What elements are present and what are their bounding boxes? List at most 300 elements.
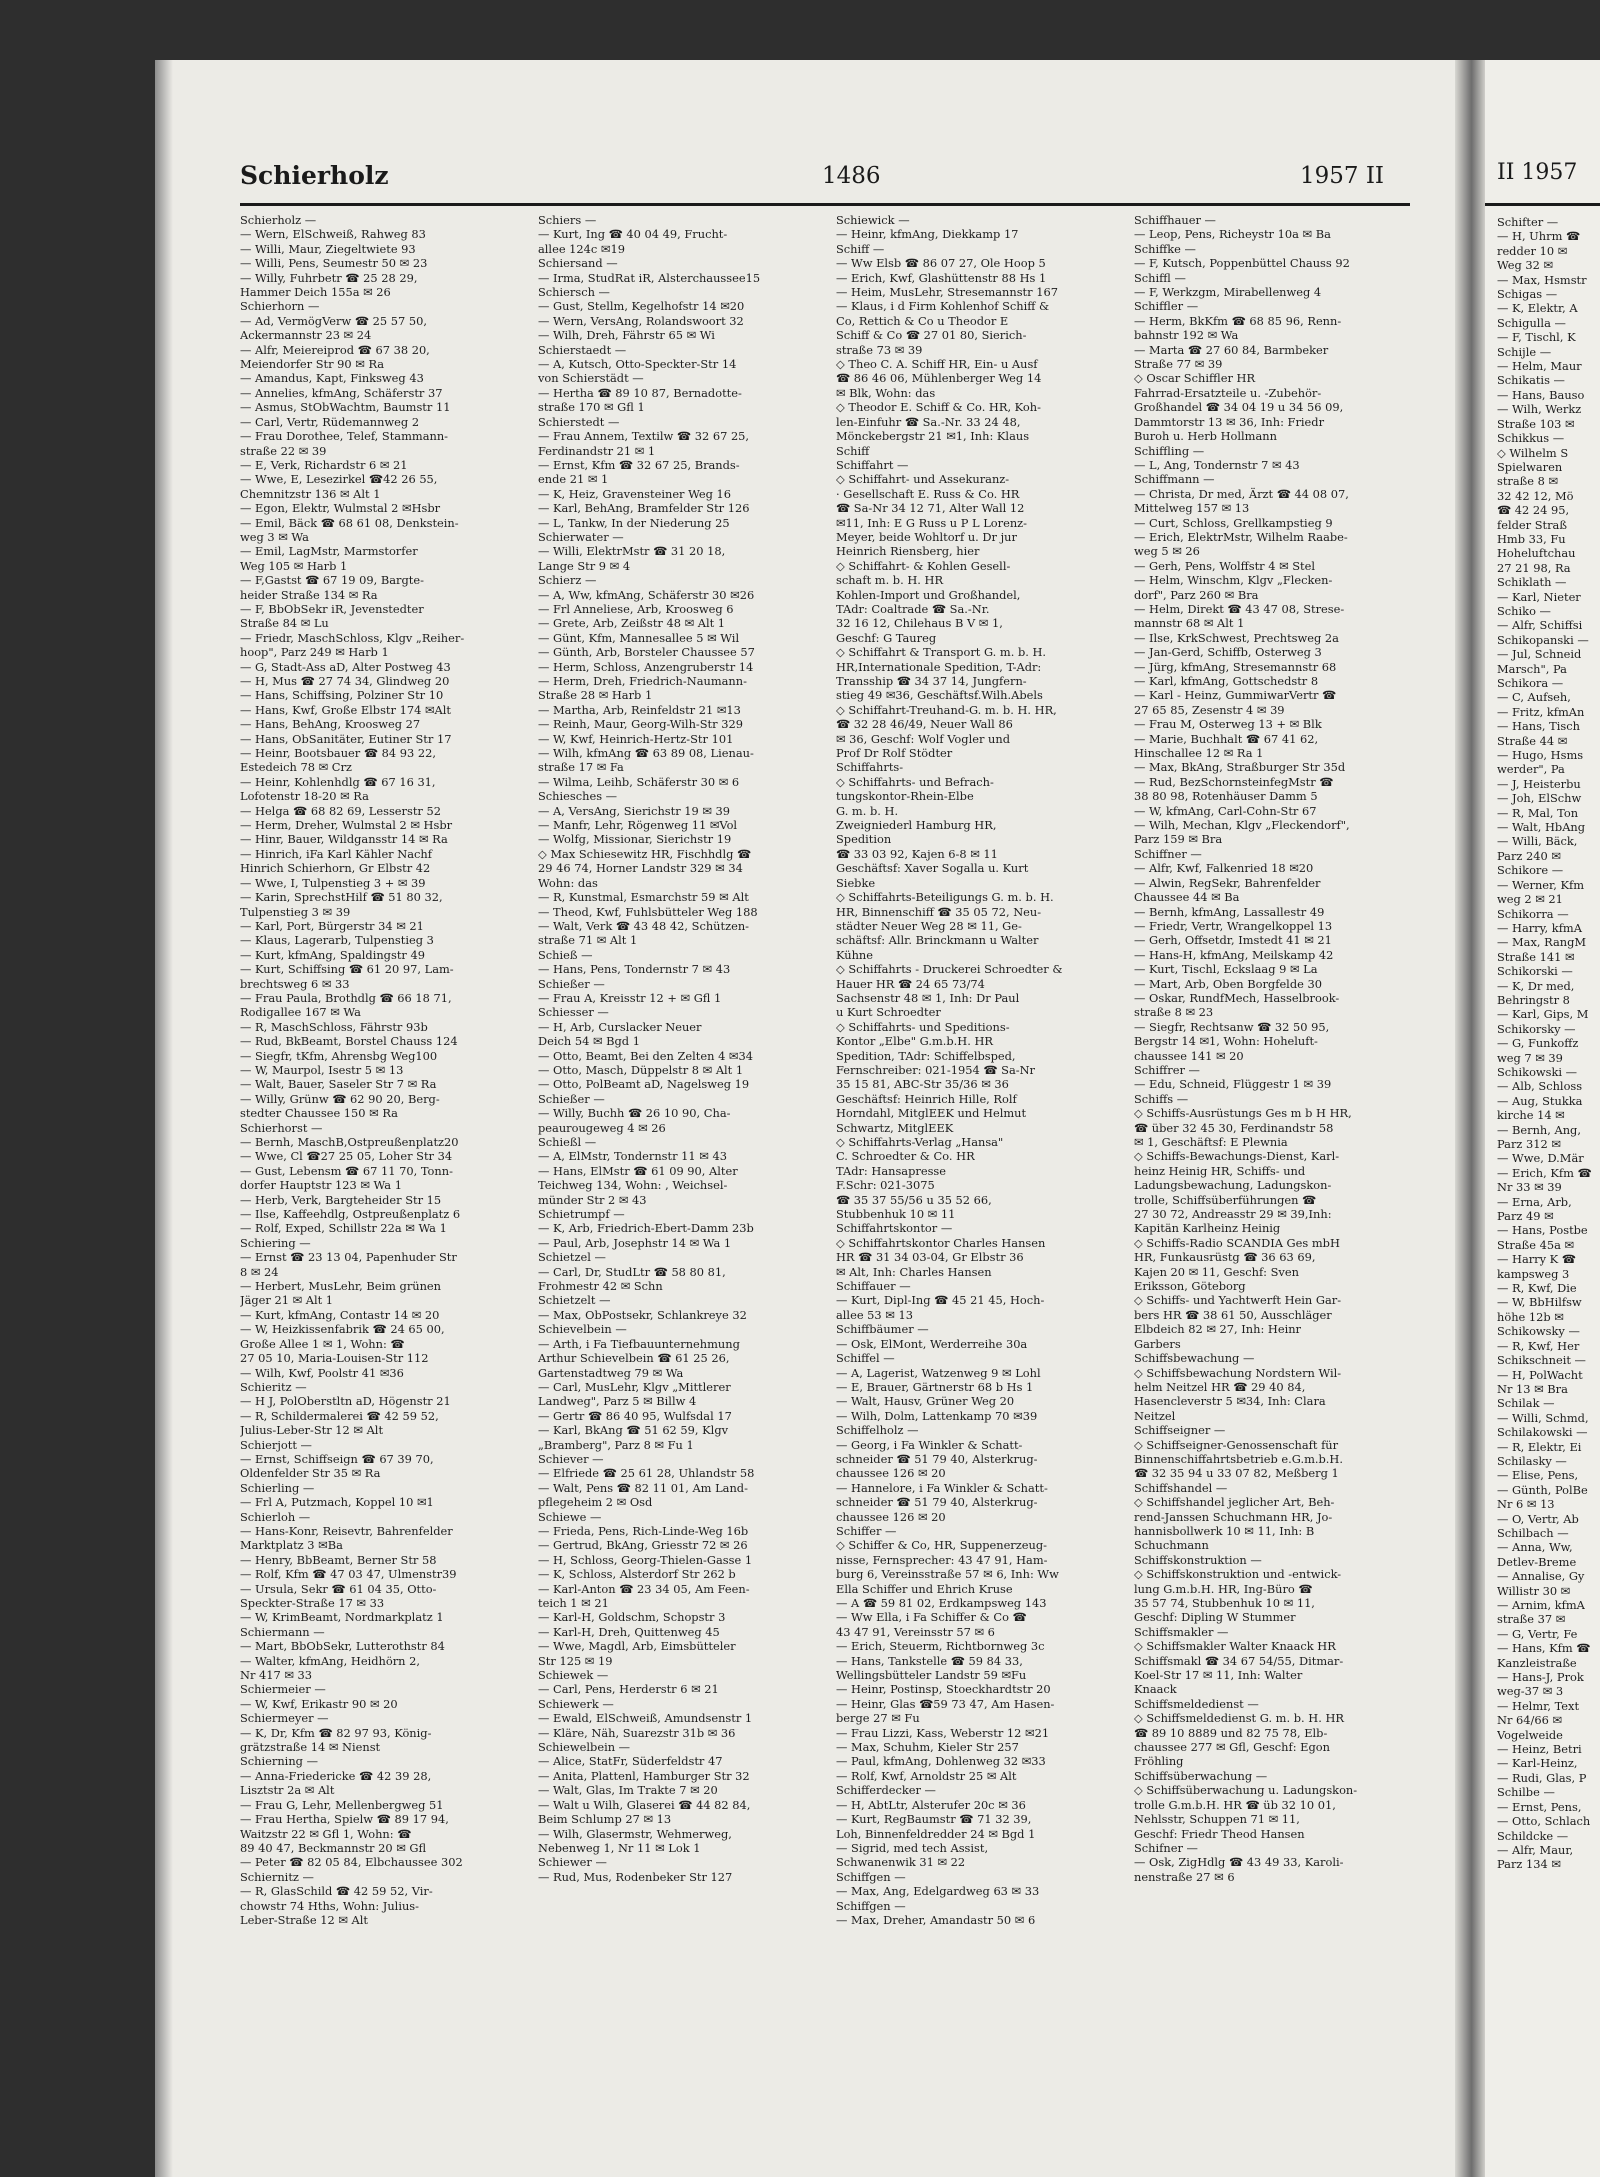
directory-line: — Paul, kfmAng, Dohlenweg 32 ✉33 [836,1754,1046,1769]
directory-line: 29 46 74, Horner Landstr 329 ✉ 34 [538,861,743,876]
directory-line: — Mart, Arb, Oben Borgfelde 30 [1134,976,1322,991]
directory-line: Schiffauer — [836,1279,911,1294]
directory-line: — Ernst, Schiffseign ☎ 67 39 70, [240,1451,434,1466]
directory-line: Weg 105 ✉ Harb 1 [240,558,348,573]
directory-line: Schiffling — [1134,443,1205,458]
directory-line: — Ad, VermögVerw ☎ 25 57 50, [240,313,427,328]
directory-line: — Wilh, kfmAng ☎ 63 89 08, Lienau- [538,746,754,761]
directory-line: allee 124c ✉19 [538,241,625,256]
directory-line: Marktplatz 3 ✉Ba [240,1538,343,1553]
directory-line: straße 17 ✉ Fa [538,760,624,775]
directory-line: 27 30 72, Andreasstr 29 ✉ 39,Inh: [1134,1207,1332,1222]
directory-line: Schiffelholz — [836,1423,919,1438]
facing-directory-line: Detlev-Breme [1497,1554,1577,1569]
directory-line: — Rolf, Kwf, Arnoldstr 25 ✉ Alt [836,1768,1017,1783]
facing-directory-line: — Heinz, Betri [1497,1742,1582,1757]
directory-line: 27 65 85, Zesenstr 4 ✉ 39 [1134,702,1285,717]
facing-directory-line: — Hans, Kfm ☎ [1497,1641,1591,1656]
facing-directory-line: Schigulla — [1497,315,1566,330]
directory-line: münder Str 2 ✉ 43 [538,1192,647,1207]
directory-line: Schiffrer — [1134,1062,1200,1077]
directory-line: Arthur Schievelbein ☎ 61 25 26, [538,1351,730,1366]
facing-directory-line: — Elise, Pens, [1497,1468,1579,1483]
directory-line: — Siegfr, Rechtsanw ☎ 32 50 95, [1134,1019,1330,1034]
directory-line: — Anna-Friedericke ☎ 42 39 28, [240,1768,432,1783]
directory-line: Schierloh — [240,1509,311,1524]
directory-line: nenstraße 27 ✉ 6 [1134,1869,1235,1884]
directory-line: Rodigallee 167 ✉ Wa [240,1005,361,1020]
directory-line: — Wilh, Dreh, Fährstr 65 ✉ Wi [538,328,715,343]
directory-line: — Osk, ElMont, Werderreihe 30a [836,1336,1028,1351]
directory-line: Schiffshandel — [1134,1480,1228,1495]
directory-line: — Herb, Verk, Bargteheider Str 15 [240,1192,442,1207]
facing-page-column [1497,215,1600,1872]
directory-line: Schieß — [538,947,593,962]
directory-line: — A, ElMstr, Tondernstr 11 ✉ 43 [538,1149,727,1164]
directory-line: 8 ✉ 24 [240,1264,279,1279]
directory-line: — Alfr, Kwf, Falkenried 18 ✉20 [1134,861,1314,876]
facing-directory-line: — O, Vertr, Ab [1497,1511,1579,1526]
directory-line: ◇ Schiffahrt- & Kohlen Gesell- [836,558,1011,573]
directory-line: ☎ 33 03 92, Kajen 6-8 ✉ 11 [836,846,998,861]
directory-line: — Rud, BkBeamt, Borstel Chauss 124 [240,1034,458,1049]
directory-line: — Hans, Kwf, Große Elbstr 174 ✉Alt [240,702,451,717]
directory-line: heinz Heinig HR, Schiffs- und [1134,1163,1306,1178]
facing-directory-line: — H, Uhrm ☎ [1497,229,1581,244]
directory-line: — Willi, Pens, Seumestr 50 ✉ 23 [240,256,428,271]
directory-line: Dammtorstr 13 ✉ 36, Inh: Friedr [1134,414,1325,429]
directory-line: Schietzelt — [538,1293,611,1308]
facing-directory-line: — Harry, kfmA [1497,920,1582,935]
facing-directory-line: — Hans, Postbe [1497,1223,1588,1238]
directory-line: Parz 159 ✉ Bra [1134,832,1223,847]
directory-line: Schiff & Co ☎ 27 01 80, Sierich- [836,328,1027,343]
directory-line: — Egon, Elektr, Wulmstal 2 ✉Hsbr [240,501,441,516]
directory-line: Neitzel [1134,1408,1176,1423]
directory-line: Lisztstr 2a ✉ Alt [240,1783,335,1798]
directory-line: Schiffer — [836,1523,897,1538]
directory-line: — Heinr, Glas ☎59 73 47, Am Hasen- [836,1696,1055,1711]
directory-line: Schierhorst — [240,1120,323,1135]
directory-line: Schiffsbewachung — [1134,1351,1255,1366]
facing-directory-line: — J, Heisterbu [1497,776,1581,791]
facing-directory-line: Schikorski — [1497,964,1573,979]
directory-line: straße 22 ✉ 39 [240,443,327,458]
facing-directory-line: — Willi, Bäck, [1497,834,1578,849]
directory-line: — Kurt, Schiffsing ☎ 61 20 97, Lam- [240,962,454,977]
directory-line: — Ernst ☎ 23 13 04, Papenhuder Str [240,1250,457,1265]
directory-line: Ferdinandstr 21 ✉ 1 [538,443,656,458]
facing-directory-line: Schijle — [1497,344,1552,359]
directory-line: Schiersch — [538,285,610,300]
directory-line: — Max, Schuhm, Kieler Str 257 [836,1740,1019,1755]
directory-line: ◇ Schiffsbewachung Nordstern Wil- [1134,1365,1342,1380]
facing-directory-line: Nr 64/66 ✉ [1497,1713,1563,1728]
directory-line: — Willy, Grünw ☎ 62 90 20, Berg- [240,1091,440,1106]
directory-line: — L, Tankw, In der Niederung 25 [538,515,730,530]
facing-directory-line: — Karl, Nieter [1497,589,1581,604]
directory-line: Geschf: Dipling W Stummer [1134,1610,1296,1625]
directory-line: — Emil, LagMstr, Marmstorfer [240,544,418,559]
directory-line: — Elfriede ☎ 25 61 28, Uhlandstr 58 [538,1466,755,1481]
directory-line: Kohlen-Import und Großhandel, [836,587,1021,602]
directory-line: Chaussee 44 ✉ Ba [1134,890,1240,905]
directory-line: Meiendorfer Str 90 ✉ Ra [240,357,385,372]
directory-line: — Karl-H, Dreh, Quittenweg 45 [538,1624,720,1639]
directory-line: dorfer Hauptstr 123 ✉ Wa 1 [240,1178,402,1193]
directory-line: Schiffahrts- [836,760,904,775]
directory-line: — Gertrud, BkAng, Griesstr 72 ✉ 26 [538,1538,748,1553]
directory-line: — Theod, Kwf, Fuhlsbütteler Weg 188 [538,904,758,919]
directory-line: — Marie, Buchhalt ☎ 67 41 62, [1134,731,1319,746]
directory-line: Schiffsmakler — [1134,1624,1229,1639]
directory-line: Geschäftsf: Heinrich Hille, Rolf [836,1091,1017,1106]
directory-line: ☎ 89 10 8889 und 82 75 78, Elb- [1134,1725,1328,1740]
directory-line: Schifferdecker — [836,1783,936,1798]
directory-line: — Klaus, i d Firm Kohlenhof Schiff & [836,299,1050,314]
directory-line: ☎ 35 37 55/56 u 35 52 66, [836,1192,992,1207]
directory-line: Ackermannstr 23 ✉ 24 [240,328,372,343]
directory-line: — H, Schloss, Georg-Thielen-Gasse 1 [538,1552,753,1567]
facing-directory-line: — Werner, Kfm [1497,877,1585,892]
directory-line: — Wwe, Magdl, Arb, Eimsbütteler [538,1639,736,1654]
directory-line: Kühne [836,947,874,962]
directory-line: berge 27 ✉ Fu [836,1711,920,1726]
directory-line: — Alice, StatFr, Süderfeldstr 47 [538,1754,723,1769]
directory-line: stieg 49 ✉36, Geschäftsf.Wilh.Abels [836,688,1043,703]
directory-line: — W, Heizkissenfabrik ☎ 24 65 00, [240,1322,445,1337]
directory-line: Schiffsmakl ☎ 34 67 54/55, Ditmar- [1134,1653,1344,1668]
directory-line: Schievelbein — [538,1322,627,1337]
directory-line: — Ewald, ElSchweiß, Amundsenstr 1 [538,1711,753,1726]
directory-line: Schiernitz — [240,1869,314,1884]
directory-line: Schiffs — [1134,1091,1189,1106]
facing-directory-line: — Alb, Schloss [1497,1079,1583,1094]
directory-line: — Karl, BkAng ☎ 51 62 59, Klgv [538,1423,729,1438]
facing-directory-line: — Joh, ElSchw [1497,791,1582,806]
facing-directory-line: — R, Kwf, Die [1497,1281,1577,1296]
directory-line: — K, Heiz, Gravensteiner Weg 16 [538,486,732,501]
directory-line: ◇ Schiffseigner-Genossenschaft für [1134,1437,1339,1452]
directory-line: burg 6, Vereinsstraße 57 ✉ 6, Inh: Ww [836,1567,1059,1582]
directory-line: Schiffmann — [1134,472,1215,487]
directory-line: — Wilh, Kwf, Poolstr 41 ✉36 [240,1365,404,1380]
directory-line: — Frau Paula, Brothdlg ☎ 66 18 71, [240,990,452,1005]
directory-line: 89 40 47, Beckmannstr 20 ✉ Gfl [240,1840,427,1855]
directory-line: — Alwin, RegSekr, Bahrenfelder [1134,875,1321,890]
directory-line: Fröhling [1134,1754,1184,1769]
directory-line: 43 47 91, Vereinsstr 57 ✉ 6 [836,1624,995,1639]
directory-line: — Anita, Plattenl, Hamburger Str 32 [538,1768,750,1783]
facing-directory-line: — Erich, Kfm ☎ [1497,1165,1592,1180]
directory-line: Frohmestr 42 ✉ Schn [538,1279,663,1294]
directory-line: — Heinr, Kohlenhdlg ☎ 67 16 31, [240,774,436,789]
directory-line: Schierz — [538,573,597,588]
directory-line: — Friedr, Vertr, Wrangelkoppel 13 [1134,918,1333,933]
directory-line: Schietzel — [538,1250,606,1265]
directory-line: 35 15 81, ABC-Str 35/36 ✉ 36 [836,1077,1009,1092]
directory-line: Straße 77 ✉ 39 [1134,357,1223,372]
directory-line: Schiffl — [1134,270,1186,285]
facing-directory-line: Straße 44 ✉ [1497,733,1568,748]
directory-line: Speckter-Straße 17 ✉ 33 [240,1596,385,1610]
directory-line: — Willy, Buchh ☎ 26 10 90, Cha- [538,1106,731,1121]
facing-directory-line: — G, Funkoffz [1497,1036,1579,1051]
directory-line: ◇ Schiffahrtskontor Charles Hansen [836,1235,1046,1250]
directory-line: — Heinr, kfmAng, Diekkamp 17 [836,227,1019,242]
directory-line: Estedeich 78 ✉ Crz [240,760,352,775]
directory-line: — W, Maurpol, Isestr 5 ✉ 13 [240,1062,404,1077]
facing-directory-line: — H, PolWacht [1497,1367,1583,1382]
directory-line: — Reinh, Maur, Georg-Wilh-Str 329 [538,717,743,732]
directory-line: — Carl, Pens, Herderstr 6 ✉ 21 [538,1682,719,1697]
facing-directory-line: — Anna, Ww, [1497,1540,1573,1555]
directory-line: Schiesches — [538,789,618,804]
directory-line: Schiewelbein — [538,1740,631,1755]
directory-line: chaussee 126 ✉ 20 [836,1509,946,1524]
directory-line: — Karl, Port, Bürgerstr 34 ✉ 21 [240,918,424,933]
directory-line: allee 53 ✉ 13 [836,1307,913,1322]
directory-line: — H, AbtLtr, Alsterufer 20c ✉ 36 [836,1797,1026,1812]
directory-line: — R, Kunstmal, Esmarchstr 59 ✉ Alt [538,890,749,905]
directory-line: — Grete, Arb, Zeißstr 48 ✉ Alt 1 [538,616,726,631]
directory-line: — Karl - Heinz, GummiwarVertr ☎ [1134,688,1337,703]
directory-line: Hauer HR ☎ 24 65 73/74 [836,976,985,991]
directory-line: — Jan-Gerd, Schiffb, Osterweg 3 [1134,645,1322,660]
directory-line: Straße 84 ✉ Lu [240,616,329,631]
directory-line: — H, Mus ☎ 27 74 34, Glindweg 20 [240,674,450,688]
directory-line: Beim Schlump 27 ✉ 13 [538,1812,672,1827]
directory-line: chaussee 277 ✉ Gfl, Geschf: Egon [1134,1740,1330,1755]
directory-line: — Wwe, I, Tulpenstieg 3 + ✉ 39 [240,875,426,890]
facing-directory-line: — Rudi, Glas, P [1497,1770,1587,1785]
directory-line: dorf", Parz 260 ✉ Bra [1134,587,1259,602]
directory-line: — K, Arb, Friedrich-Ebert-Damm 23b [538,1221,754,1236]
directory-line: Ladungsbewachung, Ladungskon- [1134,1178,1332,1193]
directory-line: Co, Rettich & Co u Theodor E [836,313,1009,328]
directory-line: — Wilh, Mechan, Klgv „Fleckendorf", [1134,818,1350,833]
directory-line: — Georg, i Fa Winkler & Schatt- [836,1437,1023,1452]
facing-directory-line: höhe 12b ✉ [1497,1309,1564,1324]
directory-line: — Hans-H, kfmAng, Meilskamp 42 [1134,947,1334,962]
directory-line: — Kurt, Ing ☎ 40 04 49, Frucht- [538,227,728,242]
directory-line: — E, Brauer, Gärtnerstr 68 b Hs 1 [836,1379,1034,1394]
directory-line: ☎ Sa-Nr 34 12 71, Alter Wall 12 [836,501,1025,516]
directory-line: — Bernh, MaschB,Ostpreußenplatz20 [240,1135,459,1149]
facing-directory-line: — Alfr, Schiffsi [1497,618,1583,633]
directory-line: — Carl, MusLehr, Klgv „Mittlerer [538,1379,731,1394]
directory-line: — Wilma, Leihb, Schäferstr 30 ✉ 6 [538,774,740,789]
directory-line: — Hans, ObSanitäter, Eutiner Str 17 [240,731,452,746]
directory-line: schneider ☎ 51 79 40, Alsterkrug- [836,1451,1038,1466]
directory-line: — Arth, i Fa Tiefbauunternehmung [538,1336,740,1351]
directory-line: — Max, Dreher, Amandastr 50 ✉ 6 [836,1912,1036,1927]
facing-page-header: II 1957 [1497,160,1578,185]
directory-line: — K, Dr, Kfm ☎ 82 97 93, König- [240,1725,432,1740]
directory-line: — Kurt, kfmAng, Contastr 14 ✉ 20 [240,1307,440,1322]
directory-line: bers HR ☎ 38 61 50, Ausschläger [1134,1307,1332,1322]
directory-line: straße 73 ✉ 39 [836,342,923,357]
directory-line: Geschf: G Taureg [836,630,937,645]
directory-line: Schierling — [240,1480,315,1495]
directory-line: — Max, BkAng, Straßburger Str 35d [1134,760,1346,775]
facing-directory-line: Schikatis — [1497,373,1565,388]
facing-directory-line: Nr 13 ✉ Bra [1497,1381,1568,1396]
directory-line: — R, MaschSchloss, Fährstr 93b [240,1019,428,1034]
directory-line: Schiermann — [240,1624,325,1639]
directory-line: Schierjott — [240,1437,312,1452]
facing-directory-line: Schikowski — [1497,1064,1578,1079]
directory-line: — Alfr, Meiereiprod ☎ 67 38 20, [240,342,430,357]
directory-line: — Frau Dorothee, Telef, Stammann- [240,429,449,444]
facing-directory-line: — W, BbHilfsw [1497,1295,1582,1310]
facing-directory-line: Schikopanski — [1497,632,1589,647]
directory-line: ◇ Schiffer & Co, HR, Suppenerzeug- [836,1538,1047,1553]
facing-directory-line: — Arnim, kfmA [1497,1598,1585,1612]
directory-line: — Sigrid, med tech Assist, [836,1840,989,1855]
directory-line: — Heinr, Bootsbauer ☎ 84 93 22, [240,746,436,761]
facing-directory-line: Schikschneit — [1497,1353,1586,1368]
directory-line: — K, Schloss, Alsterdorf Str 262 b [538,1567,736,1582]
directory-line: lung G.m.b.H. HR, Ing-Büro ☎ [1134,1581,1313,1596]
facing-directory-line: Schikkus — [1497,431,1565,446]
facing-page-rule [1485,203,1600,206]
directory-line: Julius-Leber-Str 12 ✉ Alt [240,1423,384,1438]
directory-line: — Hans, Tankstelle ☎ 59 84 33, [836,1653,1023,1668]
directory-line: — Hinrich, iFa Karl Kähler Nachf [240,846,432,861]
directory-line: Mittelweg 157 ✉ 13 [1134,501,1250,516]
facing-directory-line: — R, Mal, Ton [1497,805,1579,820]
directory-line: — Gust, Lebensm ☎ 67 11 70, Tonn- [240,1163,453,1178]
facing-directory-line: Parz 134 ✉ [1497,1857,1561,1872]
directory-line: Schuchmann [1134,1538,1209,1553]
directory-line: ◇ Schiffs-Radio SCANDIA Ges mbH [1134,1235,1340,1250]
directory-line: trolle, Schiffsüberführungen ☎ [1134,1192,1317,1207]
directory-column-3 [836,213,1112,2158]
directory-line: — Carl, Dr, StudLtr ☎ 58 80 81, [538,1264,726,1279]
directory-line: Waitzstr 22 ✉ Gfl 1, Wohn: ☎ [240,1826,412,1841]
book-gutter [1455,60,1485,2177]
directory-line: — Wwe, E, Lesezirkel ☎42 26 55, [240,472,438,487]
directory-line: — Ilse, Kaffeehdlg, Ostpreußenplatz 6 [240,1207,461,1222]
directory-line: — Heinr, Postinsp, Stoeckhardtstr 20 [836,1682,1051,1697]
directory-line: — Helm, Winschm, Klgv „Flecken- [1134,573,1333,588]
directory-line: — Rolf, Kfm ☎ 47 03 47, Ulmenstr39 [240,1567,457,1582]
directory-line: weg 5 ✉ 26 [1134,544,1200,559]
directory-line: Schiffbäumer — [836,1322,929,1337]
facing-directory-line: werder", Pa [1497,762,1565,777]
directory-line: — Edu, Schneid, Flüggestr 1 ✉ 39 [1134,1077,1332,1092]
directory-line: Schiffgen — [836,1869,906,1884]
facing-directory-line: — R, Kwf, Her [1497,1338,1580,1353]
directory-line: — W, KrimBeamt, Nordmarkplatz 1 [240,1610,444,1625]
directory-line: — Günt, Kfm, Mannesallee 5 ✉ Wil [538,630,740,645]
facing-directory-line: Straße 141 ✉ [1497,949,1575,964]
directory-line: Ella Schiffer und Ehrich Kruse [836,1581,1013,1596]
facing-directory-line: Spielwaren [1497,459,1563,474]
facing-directory-line: Schikowsky — [1497,1324,1580,1339]
facing-directory-line: — Helmr, Text [1497,1698,1580,1713]
directory-line: chaussee 126 ✉ 20 [836,1466,946,1481]
directory-line: ✉11, Inh: E G Russ u P L Lorenz- [836,515,1028,530]
directory-line: Schießl — [538,1135,597,1149]
directory-line: Schiffel — [836,1351,895,1366]
directory-line: Schiffahrtskontor — [836,1221,953,1236]
facing-directory-line: — Jul, Schneid [1497,647,1582,662]
directory-line: — L, Ang, Tondernstr 7 ✉ 43 [1134,457,1300,472]
facing-directory-line: — R, Elektr, Ei [1497,1439,1582,1454]
directory-line: ✉ Alt, Inh: Charles Hansen [836,1264,992,1279]
directory-line: — A, VersAng, Sierichstr 19 ✉ 39 [538,803,731,818]
facing-directory-line: Schikora — [1497,676,1564,690]
directory-line: — Ilse, KrkSchwest, Prechtsweg 2a [1134,630,1339,645]
directory-line: — Leop, Pens, Richeystr 10a ✉ Ba [1134,227,1331,242]
directory-line: — Wwe, Cl ☎27 25 05, Loher Str 34 [240,1149,453,1164]
directory-line: pflegeheim 2 ✉ Osd [538,1495,653,1510]
directory-line: Lofotenstr 18-20 ✉ Ra [240,789,369,804]
directory-line: — Karl-H, Goldschm, Schopstr 3 [538,1610,726,1625]
directory-line: Nr 417 ✉ 33 [240,1668,313,1683]
directory-line: — Max, ObPostsekr, Schlankreye 32 [538,1307,747,1322]
facing-directory-line: kampsweg 3 [1497,1266,1570,1281]
page-header [240,155,1410,195]
directory-line: Schiffler — [1134,299,1199,314]
facing-directory-line: — Bernh, Ang, [1497,1122,1581,1137]
directory-line: — Kurt, Tischl, Eckslaag 9 ✉ La [1134,962,1318,977]
directory-line: Kapitän Karlheinz Heinig [1134,1221,1281,1236]
directory-line: „Bramberg", Parz 8 ✉ Fu 1 [538,1437,694,1452]
directory-line: — Jürg, kfmAng, Stresemannstr 68 [1134,659,1337,674]
facing-directory-line: — Otto, Schlach [1497,1814,1591,1829]
directory-line: — Emil, Bäck ☎ 68 61 08, Denkstein- [240,515,459,530]
directory-line: ◇ Max Schiesewitz HR, Fischhdlg ☎ [538,846,752,861]
page-title: Schierholz [240,161,389,190]
facing-directory-line: Vogelweide [1497,1727,1563,1742]
facing-directory-line: Schikorsky — [1497,1021,1576,1036]
directory-line: peaurougeweg 4 ✉ 26 [538,1120,666,1135]
directory-line: — R, Schildermalerei ☎ 42 59 52, [240,1408,439,1423]
facing-directory-line: Willistr 30 ✉ [1497,1583,1571,1598]
directory-line: Schiffsmeldedienst — [1134,1696,1259,1711]
directory-line: Spedition [836,832,892,847]
directory-line: — Walt, Hausv, Grüner Weg 20 [836,1394,1015,1409]
directory-line: — Walt, Glas, Im Trakte 7 ✉ 20 [538,1783,718,1798]
facing-directory-line: weg 7 ✉ 39 [1497,1050,1563,1065]
facing-directory-line: Nr 33 ✉ 39 [1497,1180,1562,1195]
directory-line: — Siegfr, tKfm, Ahrensbg Weg100 [240,1048,438,1063]
facing-page [1485,60,1600,2177]
directory-line: städter Neuer Weg 28 ✉ 11, Ge- [836,918,1022,933]
directory-line: straße 170 ✉ Gfl 1 [538,400,645,415]
directory-line: ◇ Schiffskonstruktion und -entwick- [1134,1567,1342,1582]
directory-line: Schiewerk — [538,1696,614,1711]
directory-line: — Frau Hertha, Spielw ☎ 89 17 94, [240,1812,449,1827]
directory-line: · Gesellschaft E. Russ & Co. HR [836,486,1020,501]
directory-line: ☎ 86 46 06, Mühlenberger Weg 14 [836,371,1042,386]
directory-line: schäftsf: Allr. Brinckmann u Walter [836,933,1039,948]
directory-line: — A, Kutsch, Otto-Speckter-Str 14 [538,357,737,372]
directory-line: hoop", Parz 249 ✉ Harb 1 [240,645,389,660]
directory-line: — Rud, Mus, Rodenbeker Str 127 [538,1869,733,1884]
directory-line: ◇ Schiffsmeldedienst G. m. b. H. HR [1134,1711,1344,1726]
directory-line: Jäger 21 ✉ Alt 1 [240,1293,334,1308]
directory-line: — Willi, ElektrMstr ☎ 31 20 18, [538,544,726,559]
directory-line: — Otto, Masch, Düppelstr 8 ✉ Alt 1 [538,1062,744,1077]
directory-line: Koel-Str 17 ✉ 11, Inh: Walter [1134,1668,1303,1683]
directory-line: ◇ Schiffahrt & Transport G. m. b. H. [836,645,1047,660]
directory-line: Str 125 ✉ 19 [538,1653,613,1668]
directory-line: — Wilh, Glasermstr, Wehmerweg, [538,1826,732,1841]
